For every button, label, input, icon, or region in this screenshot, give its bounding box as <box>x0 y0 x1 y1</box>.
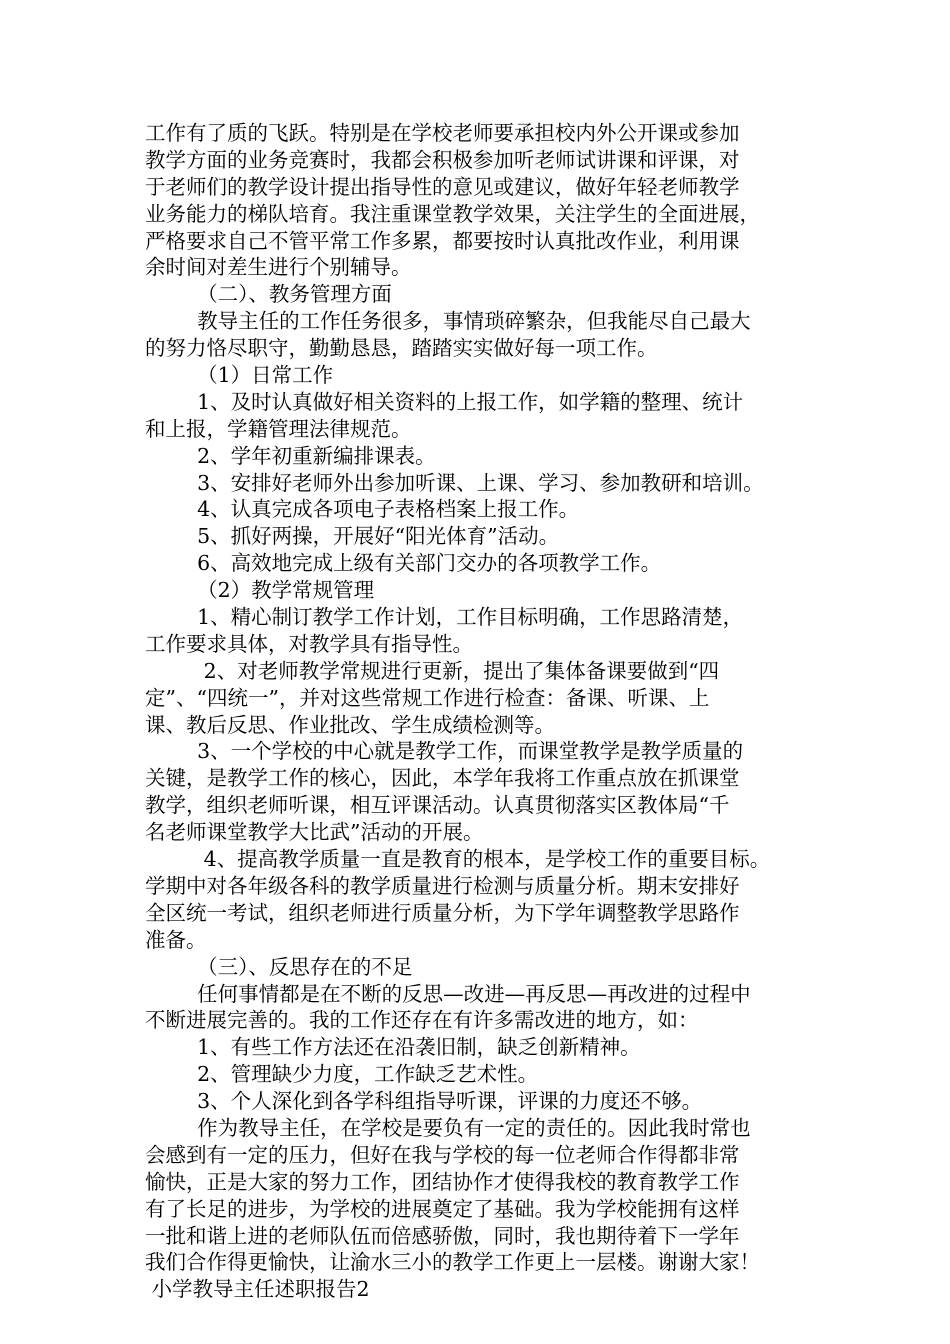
text-line: 教导主任的工作任务很多，事情琐碎繁杂，但我能尽自己最大 <box>145 309 751 334</box>
text-line: 不断进展完善的。我的工作还存在有许多需改进的地方，如： <box>145 1008 699 1033</box>
text-line: 学期中对各年级各科的教学质量进行检测与质量分析。期末安排好 <box>145 873 740 898</box>
document-body <box>145 120 825 1303</box>
text-line: 工作要求具体，对教学具有指导性。 <box>145 631 473 656</box>
text-line: 于老师们的教学设计提出指导性的意见或建议，做好年轻老师教学 <box>145 174 740 199</box>
text-line: 2、学年初重新编排课表。 <box>145 443 436 468</box>
text-line: 名老师课堂教学大比武”活动的开展。 <box>145 820 484 845</box>
text-line: 6、高效地完成上级有关部门交办的各项教学工作。 <box>145 551 662 576</box>
text-line: 愉快，正是大家的努力工作，团结协作才使得我校的教育教学工作 <box>145 1169 740 1194</box>
text-line: 关键，是教学工作的核心，因此，本学年我将工作重点放在抓课堂 <box>145 766 740 791</box>
text-line: 教学方面的业务竞赛时，我都会积极参加听老师试讲课和评课，对 <box>145 147 740 172</box>
text-line: 1、精心制订教学工作计划，工作目标明确，工作思路清楚， <box>145 605 744 630</box>
text-line: 一批和谐上进的老师队伍而倍感骄傲，同时，我也期待着下一学年 <box>145 1223 740 1248</box>
subsection-heading: （2）教学常规管理 <box>145 578 375 603</box>
text-line: 定”、“四统一”，并对这些常规工作进行检查：备课、听课、上 <box>145 685 710 710</box>
text-line: 1、及时认真做好相关资料的上报工作，如学籍的整理、统计 <box>145 389 744 414</box>
text-line: 教学，组织老师听课，相互评课活动。认真贯彻落实区教体局“千 <box>145 793 730 818</box>
text-line: 全区统一考试，组织老师进行质量分析，为下学年调整教学思路作 <box>145 900 740 925</box>
text-line: 作为教导主任，在学校是要负有一定的责任的。因此我时常也 <box>145 1115 751 1140</box>
text-line: 和上报，学籍管理法律规范。 <box>145 416 412 441</box>
text-line: 业务能力的梯队培育。我注重课堂教学效果，关注学生的全面进展， <box>145 201 760 226</box>
section-heading: （三）、反思存在的不足 <box>145 954 413 979</box>
document-title: 小学教导主任述职报告2 <box>145 1277 370 1302</box>
subsection-heading: （1）日常工作 <box>145 363 334 388</box>
text-line: 5、抓好两操，开展好“阳光体育”活动。 <box>145 524 560 549</box>
text-line: 1、有些工作方法还在沿袭旧制，缺乏创新精神。 <box>145 1035 641 1060</box>
text-line: 余时间对差生进行个别辅导。 <box>145 255 412 280</box>
text-line: 有了长足的进步，为学校的进展奠定了基础。我为学校能拥有这样 <box>145 1196 740 1221</box>
text-line: 4、认真完成各项电子表格档案上报工作。 <box>145 497 580 522</box>
text-line: 3、一个学校的中心就是教学工作，而课堂教学是教学质量的 <box>145 739 744 764</box>
text-line: 严格要求自己不管平常工作多累，都要按时认真批改作业，利用课 <box>145 228 740 253</box>
text-line: 3、安排好老师外出参加听课、上课、学习、参加教研和培训。 <box>145 470 764 495</box>
text-line: 会感到有一定的压力，但好在我与学校的每一位老师合作得都非常 <box>145 1142 740 1167</box>
section-heading: （二）、教务管理方面 <box>145 282 392 307</box>
text-line: 4、提高教学质量一直是教育的根本，是学校工作的重要目标。 <box>145 847 771 872</box>
text-line: 任何事情都是在不断的反思—改进—再反思—再改进的过程中 <box>145 981 751 1006</box>
text-line: 2、管理缺少力度，工作缺乏艺术性。 <box>145 1062 539 1087</box>
text-line: 准备。 <box>145 927 207 952</box>
text-line: 3、个人深化到各学科组指导听课，评课的力度还不够。 <box>145 1089 703 1114</box>
text-line: 的努力恪尽职守，勤勤恳恳，踏踏实实做好每一项工作。 <box>145 336 658 361</box>
text-line: 课、教后反思、作业批改、学生成绩检测等。 <box>145 712 555 737</box>
text-line: 2、对老师教学常规进行更新，提出了集体备课要做到“四 <box>145 658 720 683</box>
text-line: 工作有了质的飞跃。特别是在学校老师要承担校内外公开课或参加 <box>145 121 740 145</box>
text-line: 我们合作得更愉快，让渝水三小的教学工作更上一层楼。谢谢大家！ <box>145 1250 760 1275</box>
